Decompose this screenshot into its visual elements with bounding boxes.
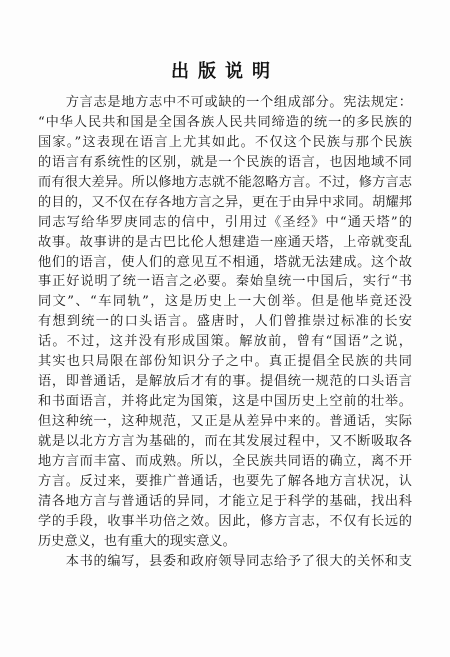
text-line: 国家。”这表现在语言上尤其如此。不仅这个民族与那个民族 [38, 134, 412, 150]
text-line: 事正好说明了统一语言之必要。秦始皇统一中国后，实行“书 [38, 274, 412, 290]
text-line: 其实也只局限在部份知识分子之中。真正提倡全民族的共同 [38, 354, 412, 370]
text-line: 的语言有系统性的区别，就是一个民族的语言，也因地域不同 [38, 154, 412, 170]
text-line: 有想到统一的口头语言。盛唐时，人们曾推崇过标准的长安 [38, 314, 412, 330]
text-line: 的目的，又不仅在存各地方言之异，更在于由异中求同。胡耀邦 [38, 194, 412, 210]
text-line: 地方言而丰富、而成熟。所以，全民族共同语的确立，离不开 [38, 453, 412, 469]
text-line: 方言。反过来，要推广普通话，也要先了解各地方言状况，认 [38, 473, 412, 489]
text-line: 故事。故事讲的是古巴比伦人想建造一座通天塔，上帝就变乱 [38, 234, 412, 250]
text-line: 但这种统一，这种规范，又正是从差异中来的。普通话，实际 [38, 414, 412, 429]
text-line: 本书的编写，县委和政府领导同志给予了很大的关怀和支 [38, 553, 412, 569]
text-line: 同志写给华罗庚同志的信中，引用过《圣经》中“通天塔”的 [38, 214, 412, 230]
text-line: 历史意义，也有重大的现实意义。 [38, 533, 236, 549]
body-text [38, 93, 412, 572]
text-line: 学的手段，收事半功倍之效。因此，修方言志，不仅有长远的 [38, 513, 412, 529]
page-title: 出版说明 [171, 61, 279, 82]
text-line: 而有很大差异。所以修地方志就不能忽略方言。不过，修方言志 [38, 174, 412, 190]
text-line: 语，即普通话，是解放后才有的事。提倡统一规范的口头语言 [38, 374, 412, 390]
text-line: 方言志是地方志中不可或缺的一个组成部分。宪法规定： [38, 95, 412, 110]
text-line: 他们的语言，使人们的意见互不相通，塔就无法建成。这个故 [38, 254, 412, 270]
text-line: 就是以北方方言为基础的，而在其发展过程中，又不断吸取各 [38, 433, 412, 449]
text-line: 清各地方言与普通话的异同，才能立足于科学的基础，找出科 [38, 493, 412, 509]
text-line: 和书面语言，并将此定为国策，这是中国历史上空前的壮举。 [38, 394, 412, 410]
text-line: 话。不过，这并没有形成国策。解放前，曾有“国语”之说， [38, 334, 412, 350]
text-line: 同文”、“车同轨”，这是历史上一大创举。但是他毕竟还没 [38, 294, 412, 310]
text-line: “中华人民共和国是全国各族人民共同缔造的统一的多民族的 [38, 114, 412, 130]
